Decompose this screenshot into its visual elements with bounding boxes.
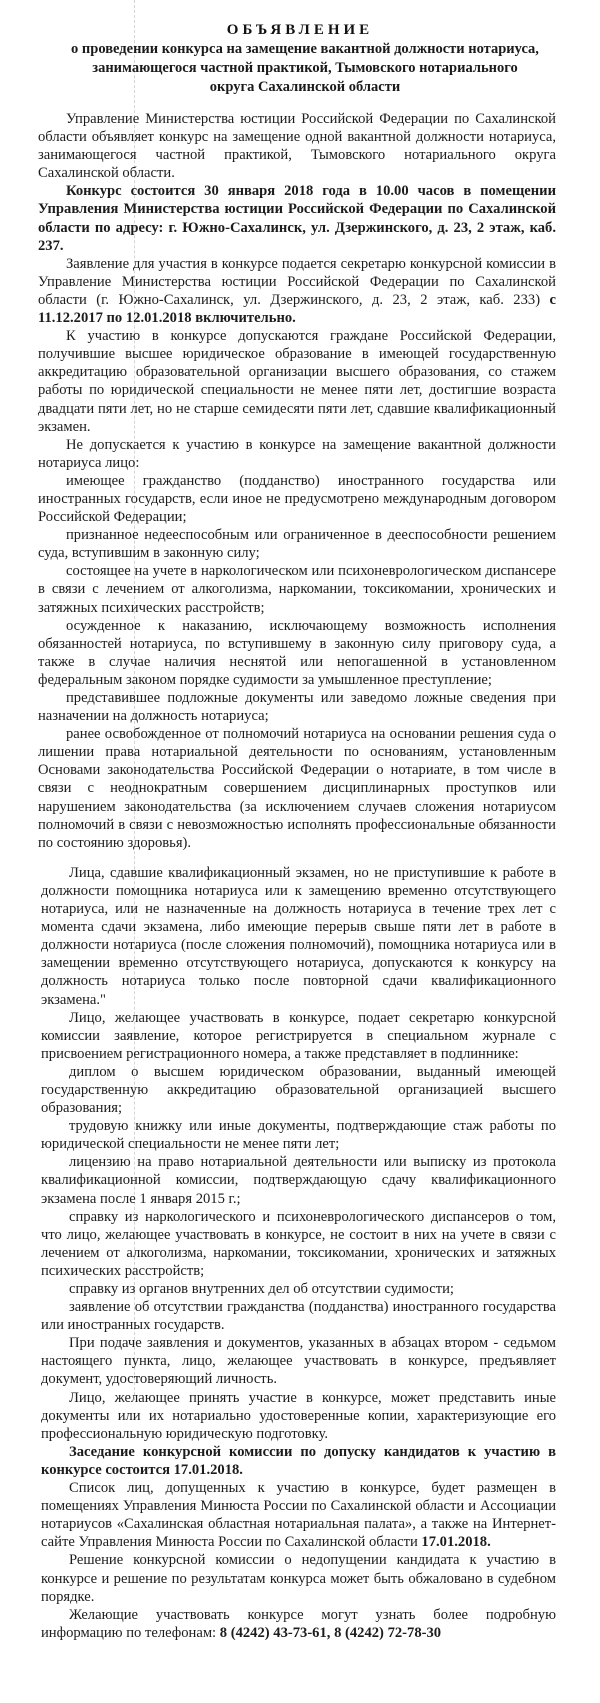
application-text: Заявление для участия в конкурсе подается секретарю конкурсной комиссии в Управление Министерства юстиции Российской Федерации по Сахалинской области (г. Южно-Сахалинск, ул. Дзержинского, д. 23, 2 этаж, каб. 233) bbox=[38, 255, 556, 308]
list-item-medical-certificate: справку из наркологического и психоневрологического диспансеров о том, что лицо, желающее участвовать в конкурсе, не состоит в них на учете в связи с лечением от алкоголизма, наркомании, токсикомании, хронических и затяжных психических расстройств; bbox=[41, 1208, 556, 1279]
application-dates: с 11.12.2017 по 12.01.2018 включительно. bbox=[38, 291, 556, 327]
list-item-work-record: трудовую книжку или иные документы, подтверждающие стаж работы по юридической специальности не менее пяти лет; bbox=[41, 1118, 556, 1153]
paragraph-documents-required: Лицо, желающее участвовать в конкурсе, подает секретарю конкурсной комиссии заявление, которое регистрируется в специальном журнале с присвоением регистрационного номера, а также представляет в подлиннике: bbox=[41, 1009, 556, 1062]
contacts-text: Желающие участвовать конкурсе могут узнать более подробную информацию по телефонам: bbox=[41, 1606, 556, 1641]
document-body bbox=[38, 110, 556, 1642]
list-item-criminal-record: справку из органов внутренних дел об отсутствии судимости; bbox=[69, 1281, 454, 1297]
list-item-previously-dismissed: ранее освобожденное от полномочий нотариуса на основании решения суда о лишении права нотариальной деятельности по основаниям, установленным Основами законодательства Российской Федерации о нотариате, в том числе в связи с неоднократным совершением дисциплинарных проступков или нарушением законодательства (за исключением случаев сложения нотариусом полномочий в связи с невозможностью исполнять профессиональные обязанности по состоянию здоровья). bbox=[38, 726, 556, 851]
paragraph-identity: При подаче заявления и документов, указанных в абзацах втором - седьмом настоящего пункта, лицо, желающее участвовать в конкурсе, предъявляет документ, удостоверяющий личность. bbox=[41, 1335, 556, 1388]
paragraph-eligibility: К участию в конкурсе допускаются граждане Российской Федерации, получившие высшее юридическое образование в имеющей государственную аккредитацию образовательной организации высшего образования, со стажем работы по юридической специальности не менее пяти лет, достигшие возраста двадцати пяти лет, но не старше семидесяти пяти лет, сдавшие квалификационный экзамен. bbox=[38, 328, 556, 435]
list-item-license: лицензию на право нотариальной деятельности или выписку из протокола квалификационной комиссии, подтверждающую сдачу квалификационного экзамена после 1 января 2015 г.; bbox=[41, 1154, 556, 1207]
paragraph-contest-date: Конкурс состоится 30 января 2018 года в 10.00 часов в помещении Управления Министерства юстиции Российской Федерации по Сахалинской области по адресу: г. Южно-Сахалинск, ул. Дзержинского, д. 23, 2 этаж, каб. 237. bbox=[38, 183, 556, 254]
paragraph-admitted-list bbox=[38, 1479, 556, 1551]
admitted-list-date: 17.01.2018. bbox=[421, 1534, 491, 1551]
contact-phones: 8 (4242) 43-73-61, 8 (4242) 72-78-30 bbox=[219, 1624, 442, 1641]
paragraph-application bbox=[38, 255, 556, 327]
paragraph-additional-documents: Лицо, желающее принять участие в конкурсе, может представить иные документы или их нотариально удостоверенные копии, характеризующие его профессиональную юридическую подготовку. bbox=[41, 1389, 556, 1442]
document-title: ОБЪЯВЛЕНИЕ bbox=[226, 22, 374, 38]
list-item-registered-dispensary: состоящее на учете в наркологическом или психоневрологическом диспансере в связи с лечением от алкоголизма, наркомании, токсикомании, хронических и затяжных психических расстройств; bbox=[38, 563, 556, 616]
list-item-citizenship-statement: заявление об отсутствии гражданства (подданства) иностранного государства или иностранных государств. bbox=[41, 1299, 556, 1334]
list-item-incapacitated: признанное недееспособным или ограниченное в дееспособности решением суда, вступившим в законную силу; bbox=[38, 527, 556, 562]
list-item-convicted: осужденное к наказанию, исключающему возможность исполнения обязанностей нотариуса, по вступившему в законную силу приговору суда, а также в случае наличия неснятой или непогашенной в установленном федеральным законом порядке судимости за умышленное преступление; bbox=[38, 617, 556, 688]
paragraph-intro: Управление Министерства юстиции Российской Федерации по Сахалинской области объявляет конкурс на замещение одной вакантной должности нотариуса, занимающегося частной практикой, Тымовского нотариального округа Сахалинской области. bbox=[38, 111, 556, 182]
document-subtitle: о проведении конкурса на замещение вакантной должности нотариуса, занимающегося частной практикой, Тымовского нотариального округа Сахалинской области bbox=[71, 41, 539, 95]
paragraph-appeal: Решение конкурсной комиссии о недопущении кандидата к участию в конкурсе и решение по результатам конкурса может быть обжаловано в судебном порядке. bbox=[41, 1552, 556, 1605]
list-item-false-documents: представившее подложные документы или заведомо ложные сведения при назначении на должность нотариуса; bbox=[38, 690, 556, 725]
paragraph-commission-meeting: Заседание конкурсной комиссии по допуску кандидатов к участию в конкурсе состоится 17.01.2018. bbox=[41, 1443, 556, 1478]
paragraph-contacts bbox=[38, 1606, 556, 1642]
paragraph-exam-validity: Лица, сдавшие квалификационный экзамен, но не приступившие к работе в должности помощника нотариуса или к замещению временно отсутствующего нотариуса, или не назначенные на должность нотариуса в течение трех лет с момента сдачи экзамена, либо имеющие перерыв свыше пяти лет в работе в должности нотариуса (после сложения полномочий), помощника нотариуса или в замещении временно отсутствующего нотариуса, допускаются к конкурсу на должность нотариуса только после повторной сдачи квалификационного экзамена." bbox=[41, 864, 556, 1008]
list-item-foreign-citizenship: имеющее гражданство (подданство) иностранного государства или иностранных государств, если иное не предусмотрено международным договором Российской Федерации; bbox=[38, 472, 556, 526]
list-item-diploma: диплом о высшем юридическом образовании, выданный имеющей государственную аккредитацию образовательной организацией высшего образования; bbox=[41, 1063, 556, 1117]
admitted-list-text: Список лиц, допущенных к участию в конкурсе, будет размещен в помещениях Управления Минюста России по Сахалинской области и Ассоциации нотариусов «Сахалинская областная нотариальная палата», а также на Интернет-сайте Управления Минюста России по Сахалинской области bbox=[41, 1480, 556, 1551]
paragraph-not-admitted: Не допускается к участию в конкурсе на замещение вакантной должности нотариуса лицо: bbox=[38, 436, 556, 471]
